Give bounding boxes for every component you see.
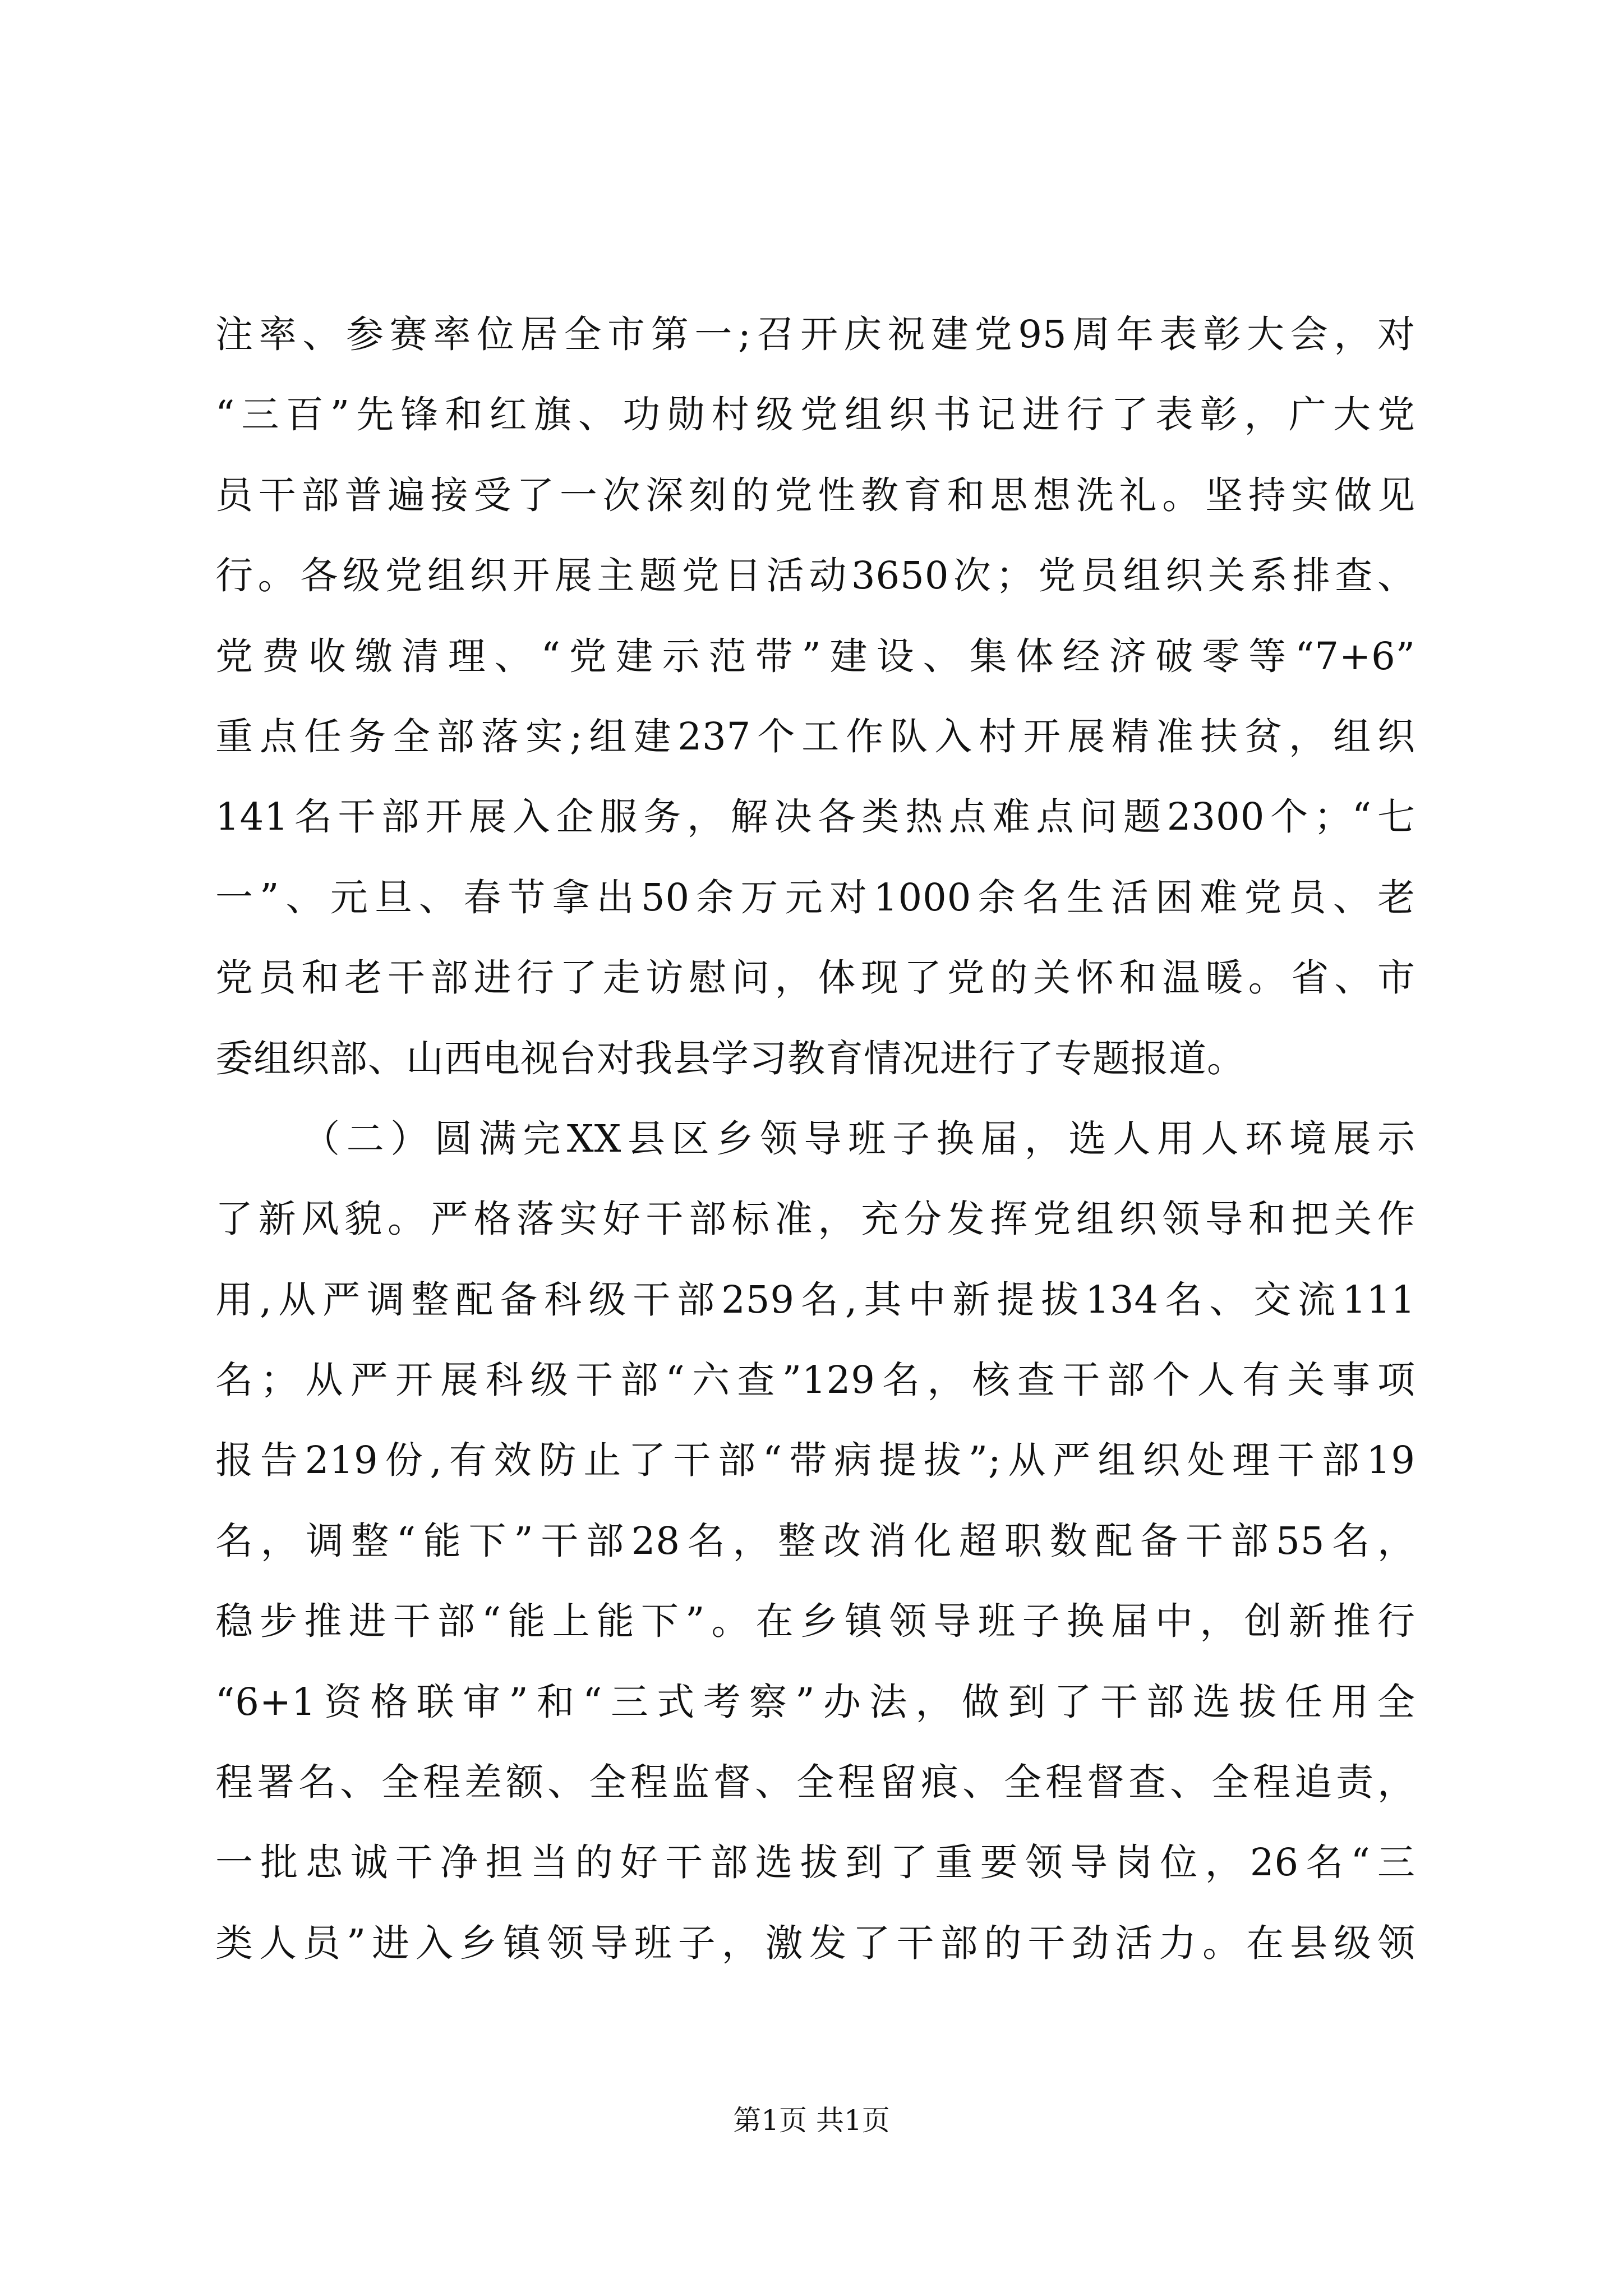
text-line: 稳步推进干部“能上能下”。在乡镇领导班子换届中，创新推行 (215, 1599, 1415, 1644)
text-line: 一批忠诚干净担当的好干部选拔到了重要领导岗位，26名“三 (215, 1841, 1415, 1885)
text-line: 注率、参赛率位居全市第一;召开庆祝建党95周年表彰大会，对 (215, 312, 1415, 356)
text-line: 名，调整“能下”干部28名，整改消化超职数配备干部55名， (215, 1519, 1415, 1563)
body-text (215, 295, 1415, 1984)
text-line: “6+1资格联审”和“三式考察”办法，做到了干部选拔任用全 (215, 1680, 1415, 1724)
text-line: 党员和老干部进行了走访慰问，体现了党的关怀和温暖。省、市 (215, 956, 1415, 1000)
text-line: 重点任务全部落实;组建237个工作队入村开展精准扶贫，组织 (215, 714, 1415, 758)
text-line: “三百”先锋和红旗、功勋村级党组织书记进行了表彰，广大党 (215, 393, 1415, 437)
section-heading-line: （二）圆满完XX县区乡领导班子换届，选人用人环境展示 (302, 1116, 1415, 1161)
text-line: 了新风貌。严格落实好干部标准，充分发挥党组织领导和把关作 (215, 1197, 1415, 1241)
text-line: 党费收缴清理、“党建示范带”建设、集体经济破零等“7+6” (215, 634, 1415, 678)
text-line: 141名干部开展入企服务，解决各类热点难点问题2300个；“七 (215, 795, 1415, 839)
text-line: 报告219份,有效防止了干部“带病提拔”;从严组织处理干部19 (215, 1438, 1415, 1483)
text-line: 一”、元旦、春节拿出50余万元对1000余名生活困难党员、老 (215, 875, 1415, 919)
text-line: 行。各级党组织开展主题党日活动3650次；党员组织关系排查、 (215, 554, 1415, 598)
text-line: 名；从严开展科级干部“六查”129名，核查干部个人有关事项 (215, 1358, 1415, 1402)
text-line: 员干部普遍接受了一次深刻的党性教育和思想洗礼。坚持实做见 (215, 473, 1415, 517)
text-line: 类人员”进入乡镇领导班子，激发了干部的干劲活力。在县级领 (215, 1921, 1415, 1965)
page-number-footer: 第1页 共1页 (733, 2104, 890, 2137)
text-line: 程署名、全程差额、全程监督、全程留痕、全程督查、全程追责， (215, 1760, 1415, 1805)
text-line: 委组织部、山西电视台对我县学习教育情况进行了专题报道。 (215, 1036, 1245, 1080)
text-line: 用,从严调整配备科级干部259名,其中新提拔134名、交流111 (215, 1277, 1415, 1322)
